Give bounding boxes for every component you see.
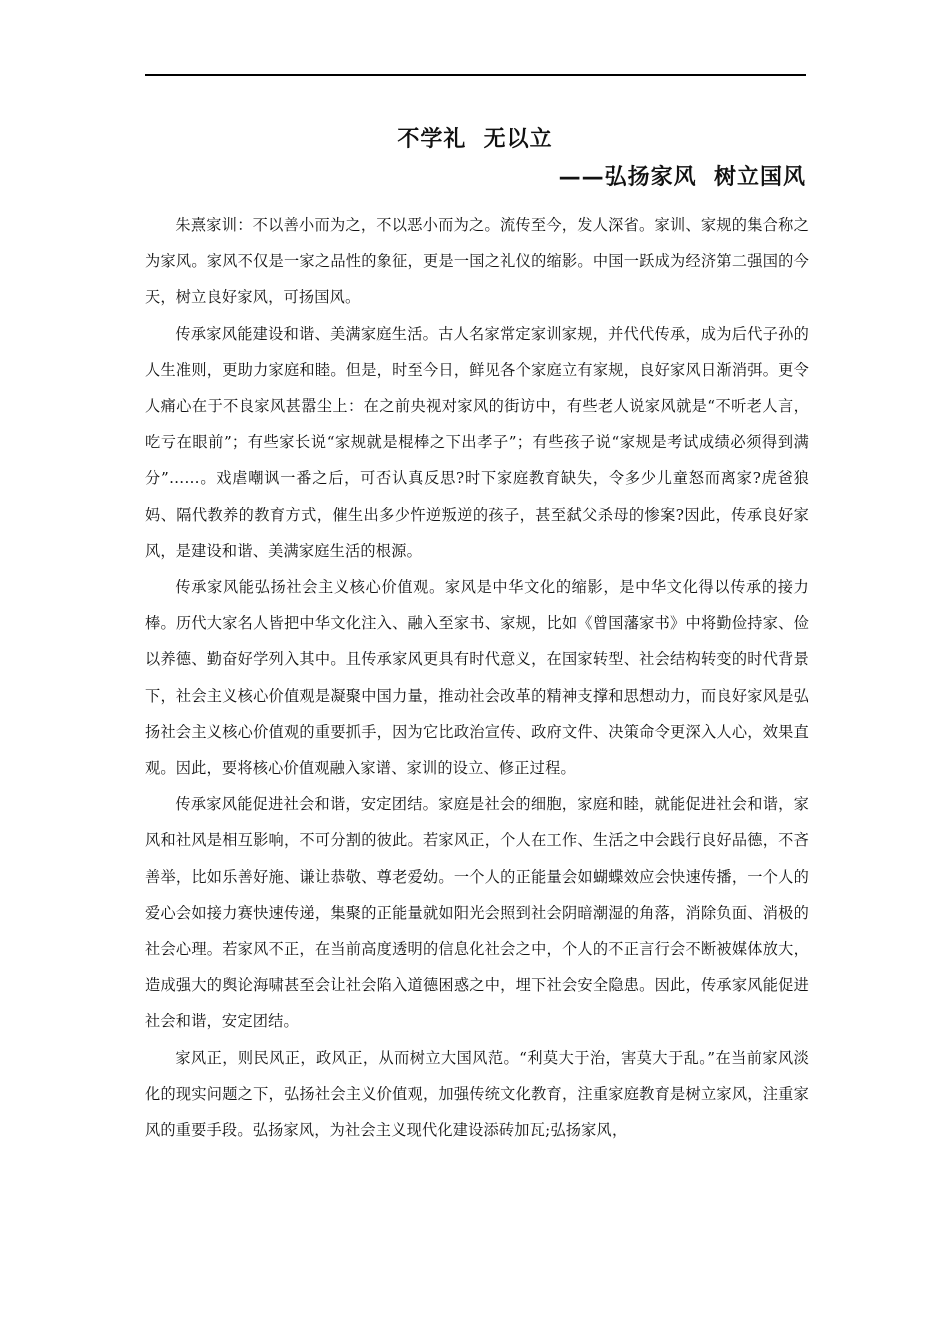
- paragraph-4: 传承家风能促进社会和谐，安定团结。家庭是社会的细胞，家庭和睦，就能促进社会和谐，家风和社风是相互影响，不可分割的彼此。若家风正，个人在工作、生活之中会践行良好品德，不吝善举，比如乐善好施、谦让恭敬、尊老爱幼。一个人的正能量会如蝴蝶效应会快速传播，一个人的爱心会如接力赛快速传递，集聚的正能量就如阳光会照到社会阴暗潮湿的角落，消除负面、消极的社会心理。若家风不正，在当前高度透明的信息化社会之中，个人的不正言行会不断被媒体放大，造成强大的舆论海啸甚至会让社会陷入道德困惑之中，埋下社会安全隐患。因此，传承家风能促进社会和谐，安定团结。: [145, 795, 809, 1031]
- paragraph-1: 朱熹家训：不以善小而为之，不以恶小而为之。流传至今，发人深省。家训、家规的集合称之为家风。家风不仅是一家之品性的象征，更是一国之礼仪的缩影。中国一跃成为经济第二强国的今天，树立良好家风，可扬国风。: [145, 216, 809, 307]
- paragraph-2: 传承家风能建设和谐、美满家庭生活。古人名家常定家训家规，并代代传承，成为后代子孙的人生准则，更助力家庭和睦。但是，时至今日，鲜见各个家庭立有家规，良好家风日渐消弭。更令人痛心在于不良家风甚嚣尘上：在之前央视对家风的街访中，有些老人说家风就是“不听老人言，吃亏在眼前”；有些家长说“家规就是棍棒之下出孝子”；有些孩子说“家规是考试成绩必须得到满分”……。戏虐嘲讽一番之后，可否认真反思?时下家庭教育缺失，令多少儿童怒而离家?虎爸狼妈、隔代教养的教育方式，催生出多少忤逆叛逆的孩子，甚至弑父杀母的惨案?因此，传承良好家风，是建设和谐、美满家庭生活的根源。: [145, 324, 809, 560]
- paragraph-3: 传承家风能弘扬社会主义核心价值观。家风是中华文化的缩影，是中华文化得以传承的接力棒。历代大家名人皆把中华文化注入、融入至家书、家规，比如《曾国藩家书》中将勤俭持家、俭以养德、勤奋好学列入其中。且传承家风更具有时代意义，在国家转型、社会结构转变的时代背景下，社会主义核心价值观是凝聚中国力量，推动社会改革的精神支撑和思想动力，而良好家风是弘扬社会主义核心价值观的重要抓手，因为它比政治宣传、政府文件、决策命令更深入人心，效果直观。因此，要将核心价值观融入家谱、家训的设立、修正过程。: [145, 578, 809, 778]
- header-rule: [145, 74, 806, 76]
- document-title: 不学礼 无以立: [397, 127, 553, 152]
- document-body: [145, 207, 809, 1148]
- paragraph-5: 家风正，则民风正，政风正，从而树立大国风范。“利莫大于治，害莫大于乱。”在当前家风淡化的现实问题之下，弘扬社会主义价值观，加强传统文化教育，注重家庭教育是树立家风，注重家风的重要手段。弘扬家风，为社会主义现代化建设添砖加瓦;弘扬家风，: [145, 1048, 809, 1140]
- document-subtitle: ——弘扬家风 树立国风: [558, 165, 806, 190]
